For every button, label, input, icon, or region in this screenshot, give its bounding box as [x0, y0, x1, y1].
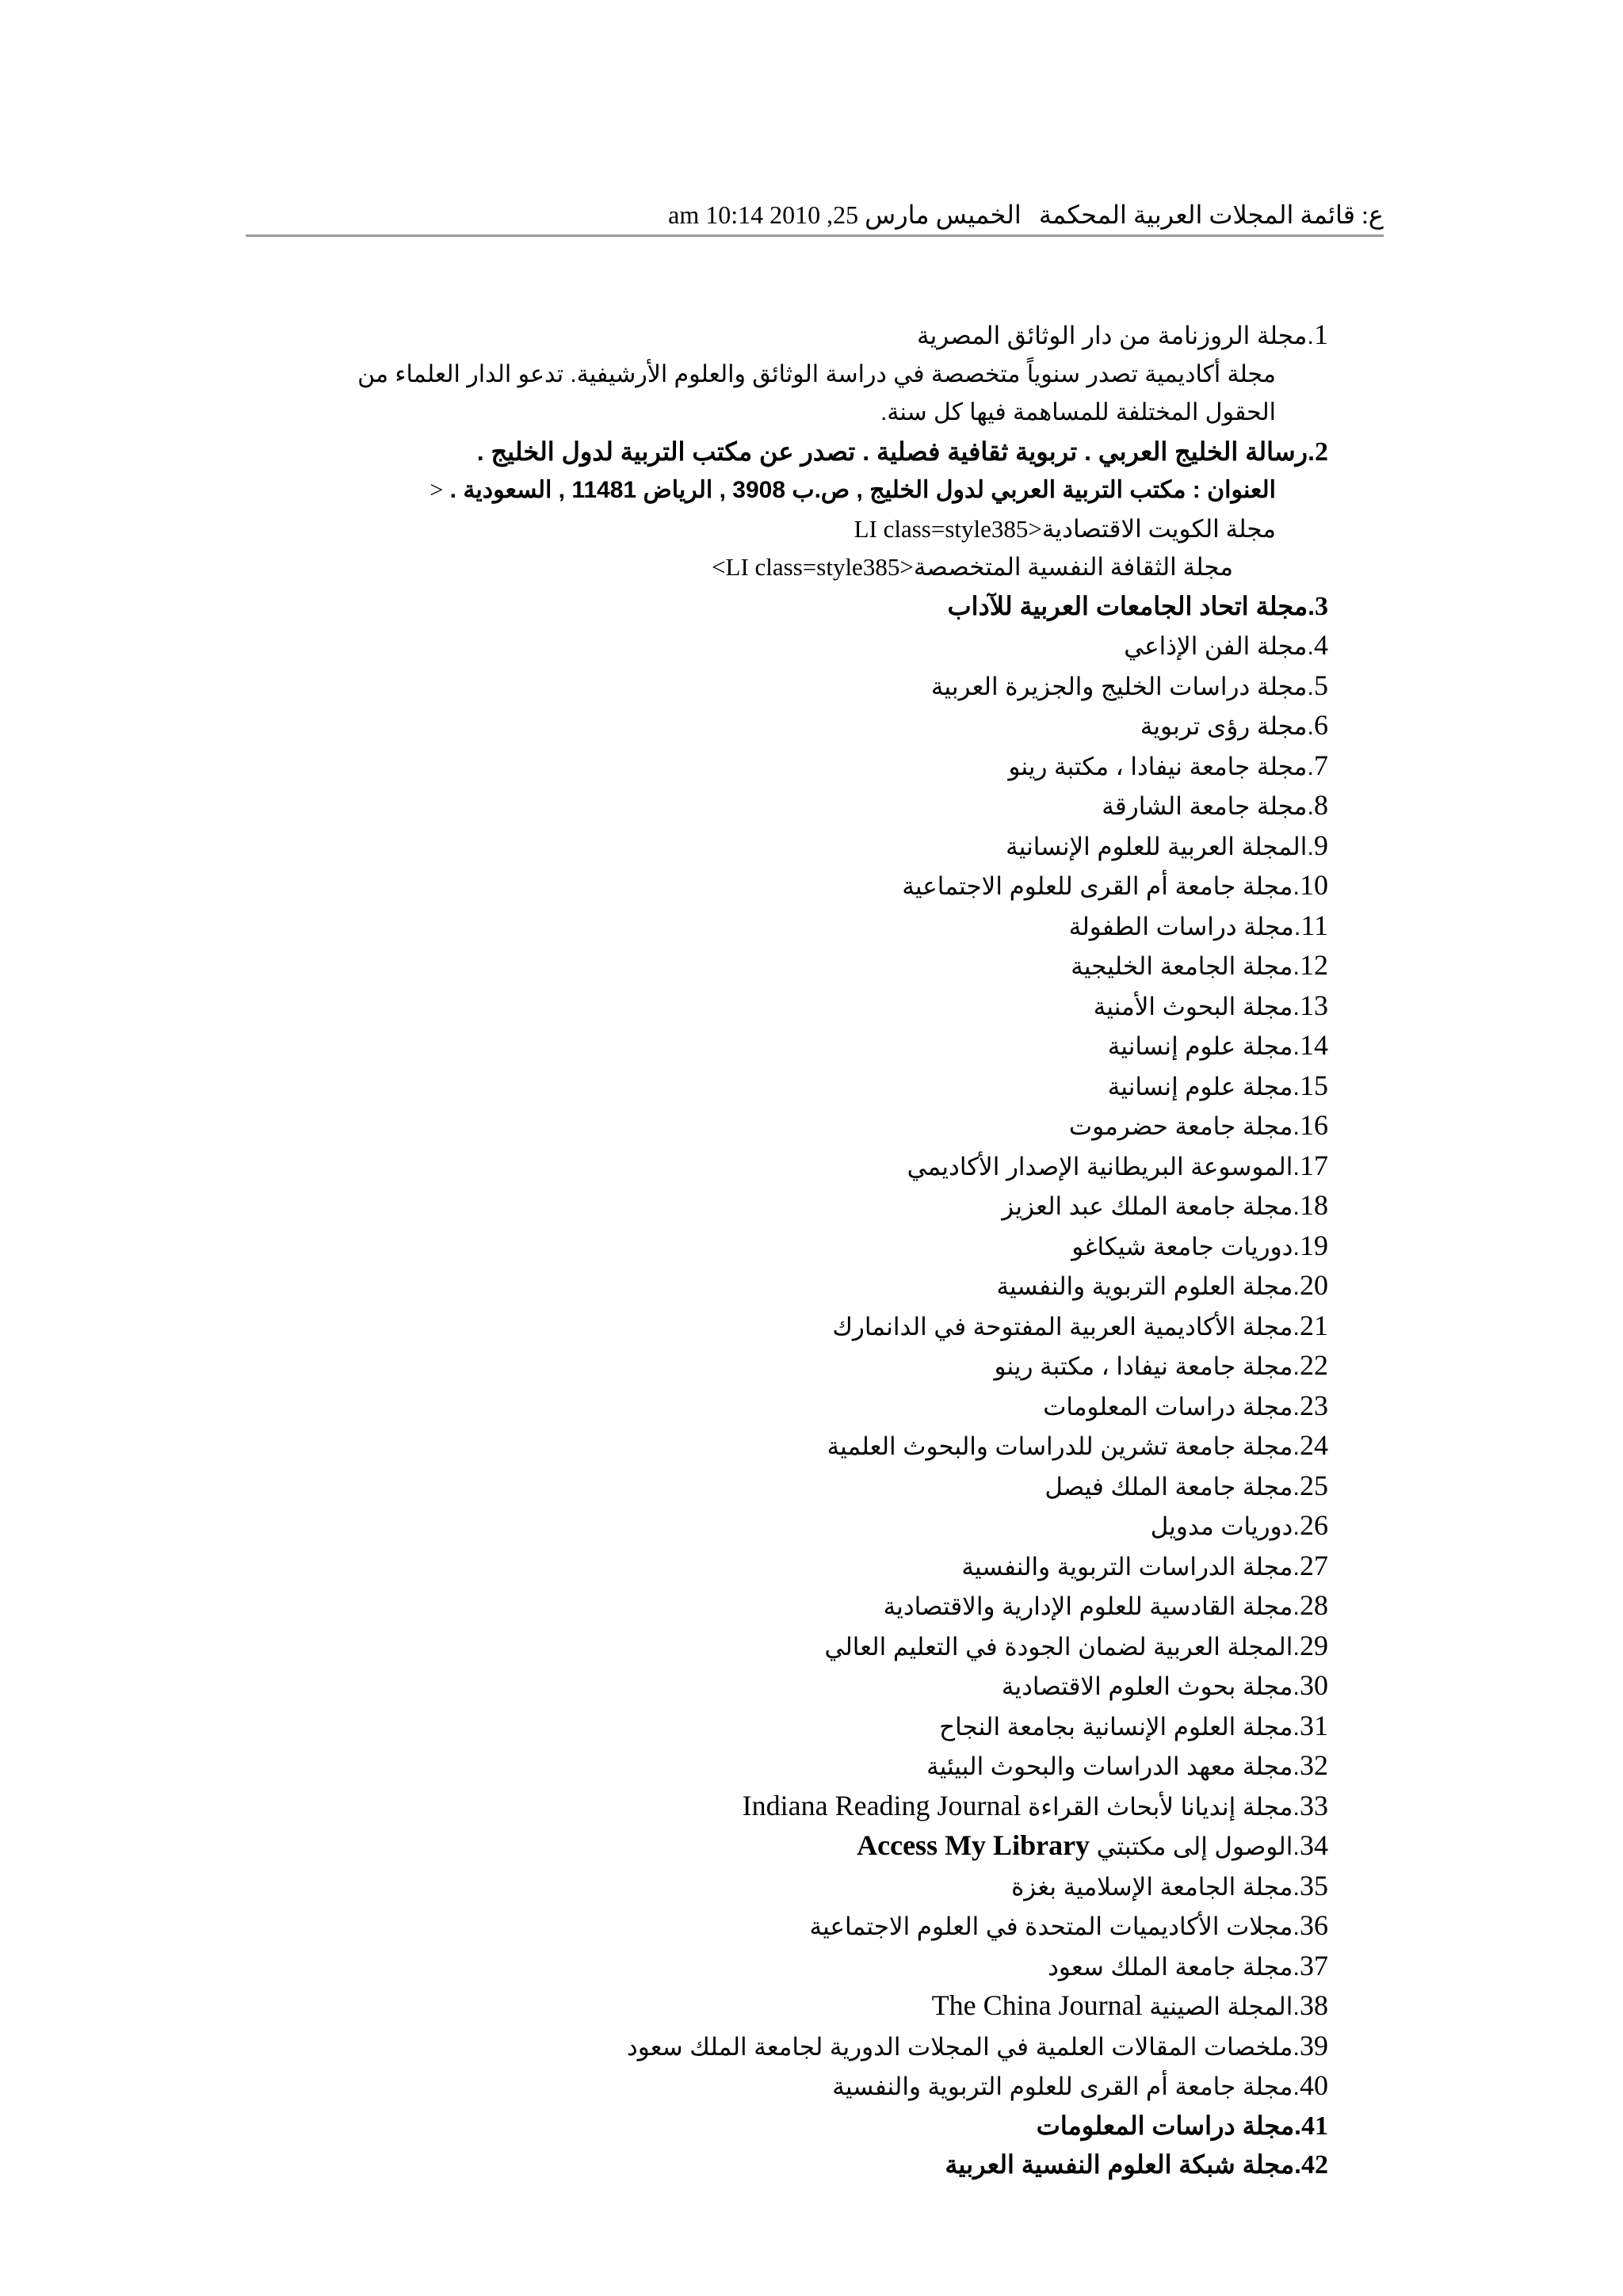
list-item: 7.مجلة جامعة نيفادا ، مكتبة رينو	[1008, 749, 1328, 781]
list-item: 31.مجلة العلوم الإنسانية بجامعة النجاح	[939, 1709, 1328, 1741]
list-item: 29.المجلة العربية لضمان الجودة في التعليم العالي	[824, 1629, 1328, 1661]
list-item: 8.مجلة جامعة الشارقة	[1102, 789, 1328, 821]
page-header	[246, 198, 1384, 231]
list-item: 32.مجلة معهد الدراسات والبحوث البيئية	[926, 1749, 1328, 1781]
list-item: 34.الوصول إلى مكتبتي Access My Library	[857, 1829, 1328, 1861]
list-item: 17.الموسوعة البريطانية الإصدار الأكاديمي	[907, 1149, 1328, 1181]
item-address: العنوان : مكتب التربية العربي لدول الخليج , ص.ب 3908 , الرياض 11481 , السعودية . <	[430, 477, 1276, 503]
list-item: 6.مجلة رؤى تربوية	[1140, 709, 1328, 741]
list-item: 23.مجلة دراسات المعلومات	[1043, 1389, 1328, 1421]
list-item: 2.رسالة الخليج العربي . تربوية ثقافية فصلية . تصدر عن مكتب التربية لدول الخليج .	[476, 437, 1328, 467]
list-item: 13.مجلة البحوث الأمنية	[1093, 989, 1328, 1021]
header-title: ع: قائمة المجلات العربية المحكمة	[1038, 200, 1384, 229]
list-item: 9.المجلة العربية للعلوم الإنسانية	[1006, 829, 1328, 861]
list-item: 19.دوريات جامعة شيكاغو	[1071, 1229, 1328, 1261]
list-item: 40.مجلة جامعة أم القرى للعلوم التربوية والنفسية	[832, 2069, 1328, 2101]
item-description: مجلة أكاديمية تصدر سنوياً متخصصة في دراسة الوثائق والعلوم الأرشيفية. تدعو الدار العلماء من	[357, 360, 1276, 387]
item-code-line: مجلة الكويت الاقتصادية<LI class=style385	[854, 514, 1276, 543]
list-item: 5.مجلة دراسات الخليج والجزيرة العربية	[930, 669, 1328, 701]
list-item: 18.مجلة جامعة الملك عبد العزيز	[1002, 1189, 1328, 1221]
list-item: 15.مجلة علوم إنسانية	[1107, 1069, 1328, 1101]
list-item: 1.مجلة الروزنامة من دار الوثائق المصرية	[916, 318, 1328, 350]
header-date: الخميس مارس 25, 2010 10:14 am	[668, 200, 1022, 229]
list-item: 10.مجلة جامعة أم القرى للعلوم الاجتماعية	[902, 869, 1328, 901]
list-item: 39.ملخصات المقالات العلمية في المجلات الدورية لجامعة الملك سعود	[626, 2029, 1328, 2061]
list-item: 26.دوريات مدويل	[1150, 1509, 1328, 1541]
list-item: 11.مجلة دراسات الطفولة	[1068, 909, 1328, 941]
list-item: 22.مجلة جامعة نيفادا ، مكتبة رينو	[994, 1349, 1328, 1381]
list-item: 3.مجلة اتحاد الجامعات العربية للآداب	[947, 591, 1328, 621]
list-item: 38.المجلة الصينية The China Journal	[931, 1989, 1328, 2021]
list-item: 36.مجلات الأكاديميات المتحدة في العلوم الاجتماعية	[809, 1909, 1328, 1941]
list-item: 21.مجلة الأكاديمية العربية المفتوحة في الدانمارك	[832, 1309, 1328, 1341]
journal-list	[124, 315, 1328, 2185]
list-item: 30.مجلة بحوث العلوم الاقتصادية	[1001, 1669, 1328, 1701]
list-item: 27.مجلة الدراسات التربوية والنفسية	[961, 1549, 1328, 1581]
list-item: 24.مجلة جامعة تشرين للدراسات والبحوث العلمية	[827, 1429, 1328, 1461]
list-item: 14.مجلة علوم إنسانية	[1107, 1029, 1328, 1061]
list-item: 4.مجلة الفن الإذاعي	[1124, 629, 1328, 661]
list-item: 33.مجلة إنديانا لأبحاث القراءة Indiana Reading Journal	[742, 1789, 1328, 1821]
list-item: 35.مجلة الجامعة الإسلامية بغزة	[1011, 1869, 1328, 1901]
item-description: الحقول المختلفة للمساهمة فيها كل سنة.	[880, 399, 1276, 425]
header-divider	[246, 235, 1384, 237]
list-item: 20.مجلة العلوم التربوية والنفسية	[996, 1269, 1328, 1301]
list-item: 37.مجلة جامعة الملك سعود	[1048, 1949, 1328, 1981]
list-item: 28.مجلة القادسية للعلوم الإدارية والاقتصادية	[883, 1589, 1328, 1621]
list-item: 25.مجلة جامعة الملك فيصل	[1044, 1469, 1328, 1501]
list-item: 16.مجلة جامعة حضرموت	[1068, 1109, 1328, 1141]
item-code-line: مجلة الثقافة النفسية المتخصصة<LI class=style385>	[712, 553, 1233, 581]
list-item: 42.مجلة شبكة العلوم النفسية العربية	[945, 2150, 1328, 2180]
list-item: 12.مجلة الجامعة الخليجية	[1071, 949, 1328, 981]
list-item: 41.مجلة دراسات المعلومات	[1036, 2111, 1328, 2141]
